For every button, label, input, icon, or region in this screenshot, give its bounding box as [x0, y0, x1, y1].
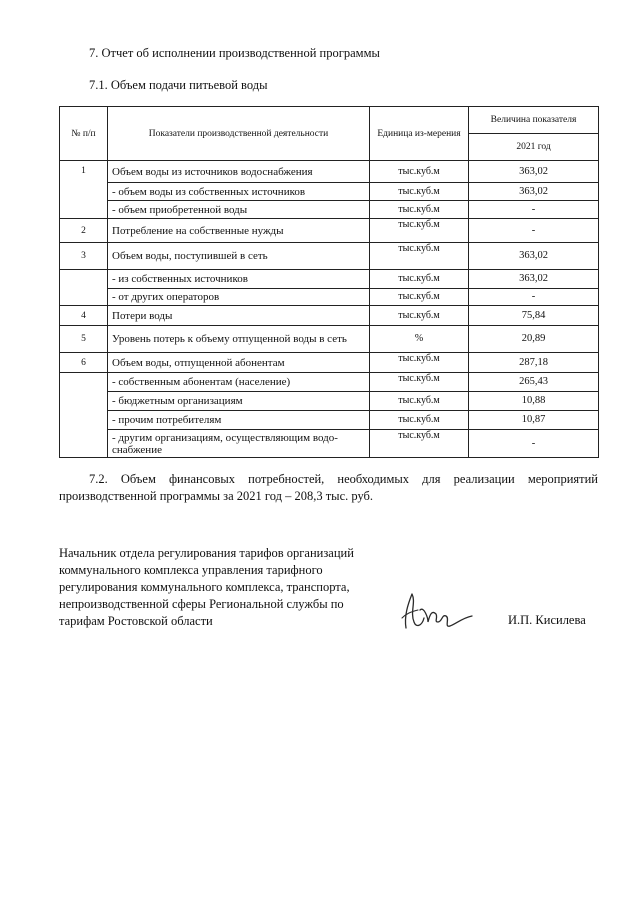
header-value-group: Величина показателя	[469, 107, 599, 134]
row-name: Объем воды, поступившей в сеть	[108, 243, 370, 270]
row-unit: %	[370, 326, 469, 353]
table-row	[60, 306, 599, 326]
row-name: - объем приобретенной воды	[108, 201, 370, 219]
row-value: 20,89	[469, 326, 599, 353]
header-num: № п/п	[60, 107, 108, 161]
handwritten-signature	[398, 588, 476, 636]
row-unit: тыс.куб.м	[370, 289, 469, 306]
table-row	[60, 392, 599, 411]
table-row	[60, 326, 599, 353]
row-name: Объем воды из источников водоснабжения	[108, 161, 370, 183]
row-value: 363,02	[469, 270, 599, 289]
row-name: Потребление на собственные нужды	[108, 219, 370, 243]
row-num: 2	[60, 219, 108, 243]
row-unit: тыс.куб.м	[370, 161, 469, 183]
header-unit: Единица из-мерения	[370, 107, 469, 161]
row-value: 75,84	[469, 306, 599, 326]
row-name: - бюджетным организациям	[108, 392, 370, 411]
table-row	[60, 430, 599, 458]
row-unit: тыс.куб.м	[370, 219, 469, 243]
header-year: 2021 год	[469, 134, 599, 161]
row-unit: тыс.куб.м	[370, 411, 469, 430]
row-unit: тыс.куб.м	[370, 201, 469, 219]
row-name: - прочим потребителям	[108, 411, 370, 430]
row-value: -	[469, 289, 599, 306]
row-unit: тыс.куб.м	[370, 392, 469, 411]
row-value: 287,18	[469, 353, 599, 373]
table-row	[60, 270, 599, 289]
row-name: - собственным абонентам (население)	[108, 373, 370, 392]
row-unit: тыс.куб.м	[370, 270, 469, 289]
row-unit: тыс.куб.м	[370, 430, 469, 458]
row-value: -	[469, 219, 599, 243]
signatory-name: И.П. Кисилева	[508, 613, 586, 627]
row-name: Объем воды, отпущенной абонентам	[108, 353, 370, 373]
signatory-position: Начальник отдела регулирования тарифов организаций коммунального комплекса управления тарифного регулирования коммунального комплекса, транспорта, непроизводственной сферы Региональной службы по тарифам Ростовской области	[59, 546, 354, 628]
row-num: 3	[60, 243, 108, 270]
section-title: 7. Отчет об исполнении производственной программы	[89, 46, 380, 60]
table-row	[60, 161, 599, 183]
table-row	[60, 353, 599, 373]
row-value: -	[469, 430, 599, 458]
row-name: - другим организациям, осуществляющим водо-снабжение	[108, 430, 370, 458]
row-value: 10,88	[469, 392, 599, 411]
table-row	[60, 201, 599, 219]
table-row	[60, 183, 599, 201]
row-num	[60, 270, 108, 306]
table-row	[60, 373, 599, 392]
header-indicator: Показатели производственной деятельности	[108, 107, 370, 161]
table-row	[60, 289, 599, 306]
row-name: - из собственных источников	[108, 270, 370, 289]
table-row	[60, 411, 599, 430]
production-program-table	[59, 106, 599, 458]
subsection-title: 7.1. Объем подачи питьевой воды	[89, 78, 268, 92]
row-name: - объем воды из собственных источников	[108, 183, 370, 201]
row-unit: тыс.куб.м	[370, 243, 469, 270]
row-unit: тыс.куб.м	[370, 373, 469, 392]
row-num: 1	[60, 161, 108, 219]
row-name: Уровень потерь к объему отпущенной воды в сеть	[108, 326, 370, 353]
row-num	[60, 373, 108, 458]
table-row	[60, 243, 599, 270]
table-header-row	[60, 107, 599, 134]
row-unit: тыс.куб.м	[370, 353, 469, 373]
row-name: Потери воды	[108, 306, 370, 326]
row-value: 363,02	[469, 161, 599, 183]
table-row	[60, 219, 599, 243]
row-num: 6	[60, 353, 108, 373]
row-unit: тыс.куб.м	[370, 183, 469, 201]
row-value: 10,87	[469, 411, 599, 430]
row-name: - от других операторов	[108, 289, 370, 306]
row-value: 363,02	[469, 243, 599, 270]
row-value: 265,43	[469, 373, 599, 392]
row-num: 4	[60, 306, 108, 326]
row-value: 363,02	[469, 183, 599, 201]
financial-needs-paragraph: 7.2. Объем финансовых потребностей, необходимых для реализации мероприятий производственной программы за 2021 год – 208,3 тыс. руб.	[59, 472, 598, 503]
row-num: 5	[60, 326, 108, 353]
row-unit: тыс.куб.м	[370, 306, 469, 326]
row-value: -	[469, 201, 599, 219]
